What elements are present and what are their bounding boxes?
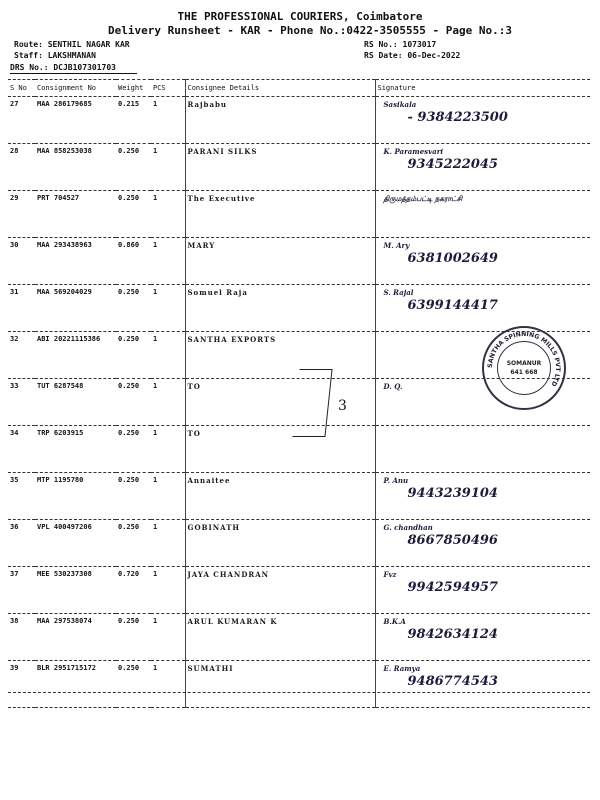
rs-date: RS Date: 06-Dec-2022 xyxy=(364,51,461,60)
row-signature xyxy=(375,285,590,332)
col-header-consignee: Consignee Details xyxy=(185,80,375,97)
row-pcs: 1 xyxy=(151,614,185,661)
staff-label: Staff: LAKSHMANAN xyxy=(14,51,96,60)
row-sno: 33 xyxy=(8,379,35,426)
row-consignment-no: MAA 293438963 xyxy=(35,238,116,285)
row-signature xyxy=(375,238,590,285)
row-consignment-no: MTP 1195780 xyxy=(35,473,116,520)
signature-name: K. Paramesvari xyxy=(383,147,444,156)
row-consignment-no: MAA 858253038 xyxy=(35,144,116,191)
row-weight: 0.250 xyxy=(116,473,151,520)
signature-name: P. Anu xyxy=(383,476,409,485)
row-sno: 34 xyxy=(8,426,35,473)
row-signature xyxy=(375,661,590,708)
row-signature xyxy=(375,97,590,144)
row-consignee: Rajbabu xyxy=(185,97,375,144)
row-consignee: GOBINATH xyxy=(185,520,375,567)
row-consignment-no: MAA 286179685 xyxy=(35,97,116,144)
row-consignee: TO xyxy=(185,379,375,426)
table-row xyxy=(8,97,590,144)
signature-phone: 9486774543 xyxy=(407,674,498,689)
drs-underline xyxy=(10,73,137,74)
row-weight: 0.250 xyxy=(116,144,151,191)
row-weight: 0.215 xyxy=(116,97,151,144)
runsheet-subtitle: Delivery Runsheet - KAR - Phone No.:0422-3505555 - Page No.:3 xyxy=(108,24,512,37)
row-sno: 37 xyxy=(8,567,35,614)
row-consignee: ARUL KUMARAN K xyxy=(185,614,375,661)
row-pcs: 1 xyxy=(151,238,185,285)
signature-name: E. Ramya xyxy=(383,664,421,673)
table-row xyxy=(8,191,590,238)
signature-name: D. Q. xyxy=(383,382,403,391)
row-consignee: SANTHA EXPORTS xyxy=(185,332,375,379)
row-consignee: JAYA CHANDRAN xyxy=(185,567,375,614)
runsheet-title: THE PROFESSIONAL COURIERS, Coimbatore xyxy=(177,10,423,23)
row-consignment-no: ABI 20221115386 xyxy=(35,332,116,379)
row-pcs: 1 xyxy=(151,567,185,614)
row-signature xyxy=(375,567,590,614)
row-weight: 0.250 xyxy=(116,191,151,238)
signature-name: G. chandhan xyxy=(383,523,433,532)
row-pcs: 1 xyxy=(151,473,185,520)
bracket-count: 3 xyxy=(338,398,347,414)
col-header-pcs: PCS xyxy=(151,80,185,97)
stamp-line1: SOMANUR xyxy=(506,360,542,367)
table-row xyxy=(8,144,590,191)
row-pcs: 1 xyxy=(151,144,185,191)
signature-phone: - 9384223500 xyxy=(407,110,508,125)
row-signature xyxy=(375,191,590,238)
signature-name: M. Ary xyxy=(383,241,410,250)
row-consignee: The Executive xyxy=(185,191,375,238)
signature-name: Fvz xyxy=(383,570,397,579)
drs-number: DRS No.: DCJB107301703 xyxy=(10,63,116,72)
row-weight: 0.250 xyxy=(116,332,151,379)
col-header-weight: Weight xyxy=(116,80,151,97)
row-pcs: 1 xyxy=(151,379,185,426)
row-pcs: 1 xyxy=(151,191,185,238)
row-weight: 0.250 xyxy=(116,426,151,473)
col-header-consignment: Consignment No xyxy=(35,80,116,97)
row-sno: 30 xyxy=(8,238,35,285)
row-signature xyxy=(375,473,590,520)
row-weight: 0.250 xyxy=(116,614,151,661)
row-consignment-no: BLR 2951715172 xyxy=(35,661,116,708)
row-consignee: TO xyxy=(185,426,375,473)
row-weight: 0.250 xyxy=(116,285,151,332)
row-consignee: PARANI SILKS xyxy=(185,144,375,191)
row-weight: 0.250 xyxy=(116,661,151,708)
rs-number: RS No.: 1073017 xyxy=(364,40,437,49)
row-signature xyxy=(375,144,590,191)
row-consignment-no: TUT 6287548 xyxy=(35,379,116,426)
route-label: Route: SENTHIL NAGAR KAR xyxy=(14,40,130,49)
row-sno: 31 xyxy=(8,285,35,332)
signature-name: Sasikala xyxy=(383,100,417,109)
row-consignment-no: MAA 569204029 xyxy=(35,285,116,332)
row-sno: 32 xyxy=(8,332,35,379)
row-weight: 0.250 xyxy=(116,379,151,426)
signature-phone: 6381002649 xyxy=(407,251,498,266)
row-consignee: SUMATHI xyxy=(185,661,375,708)
row-pcs: 1 xyxy=(151,426,185,473)
row-pcs: 1 xyxy=(151,520,185,567)
row-consignment-no: VPL 400497206 xyxy=(35,520,116,567)
table-row xyxy=(8,567,590,614)
signature-name: B.K.A xyxy=(383,617,406,626)
stamp-line2: 641 668 xyxy=(510,369,538,376)
row-signature xyxy=(375,520,590,567)
row-weight: 0.860 xyxy=(116,238,151,285)
col-header-signature: Signature xyxy=(375,80,590,97)
table-row xyxy=(8,285,590,332)
row-sno: 29 xyxy=(8,191,35,238)
row-pcs: 1 xyxy=(151,97,185,144)
row-weight: 0.720 xyxy=(116,567,151,614)
signature-name: S. Rajal xyxy=(383,288,414,297)
row-consignee: Annaitee xyxy=(185,473,375,520)
stamp-ring-text xyxy=(484,328,564,408)
company-stamp xyxy=(482,326,566,410)
row-signature xyxy=(375,614,590,661)
table-row xyxy=(8,614,590,661)
table-row xyxy=(8,520,590,567)
signature-phone: 6399144417 xyxy=(407,298,498,313)
table-row xyxy=(8,473,590,520)
table-header-row xyxy=(8,80,590,97)
row-weight: 0.250 xyxy=(116,520,151,567)
signature-name: திருமத்தம்பட்டி நகராட்சி xyxy=(383,194,463,203)
signature-phone: 9345222045 xyxy=(407,157,498,172)
col-header-sno: S No xyxy=(8,80,35,97)
signature-phone: 9443239104 xyxy=(407,486,498,501)
row-signature xyxy=(375,426,590,473)
row-consignee: Somuel Raja xyxy=(185,285,375,332)
row-consignment-no: PRT 704527 xyxy=(35,191,116,238)
signature-phone: 9942594957 xyxy=(407,580,498,595)
row-pcs: 1 xyxy=(151,285,185,332)
signature-phone: 8667850496 xyxy=(407,533,498,548)
row-consignee: MARY xyxy=(185,238,375,285)
signature-phone: 9842634124 xyxy=(407,627,498,642)
row-sno: 28 xyxy=(8,144,35,191)
row-pcs: 1 xyxy=(151,332,185,379)
row-consignment-no: MAA 297538074 xyxy=(35,614,116,661)
row-sno: 27 xyxy=(8,97,35,144)
row-pcs: 1 xyxy=(151,661,185,708)
row-consignment-no: TRP 6203915 xyxy=(35,426,116,473)
table-row xyxy=(8,661,590,708)
row-sno: 36 xyxy=(8,520,35,567)
row-sno: 38 xyxy=(8,614,35,661)
table-row xyxy=(8,238,590,285)
svg-text:SANTHA SPINNING MILLS PVT LTD: SANTHA SPINNING MILLS PVT LTD xyxy=(486,330,562,388)
row-sno: 35 xyxy=(8,473,35,520)
bottom-rule xyxy=(8,692,590,693)
row-consignment-no: MEE 530237308 xyxy=(35,567,116,614)
row-sno: 39 xyxy=(8,661,35,708)
